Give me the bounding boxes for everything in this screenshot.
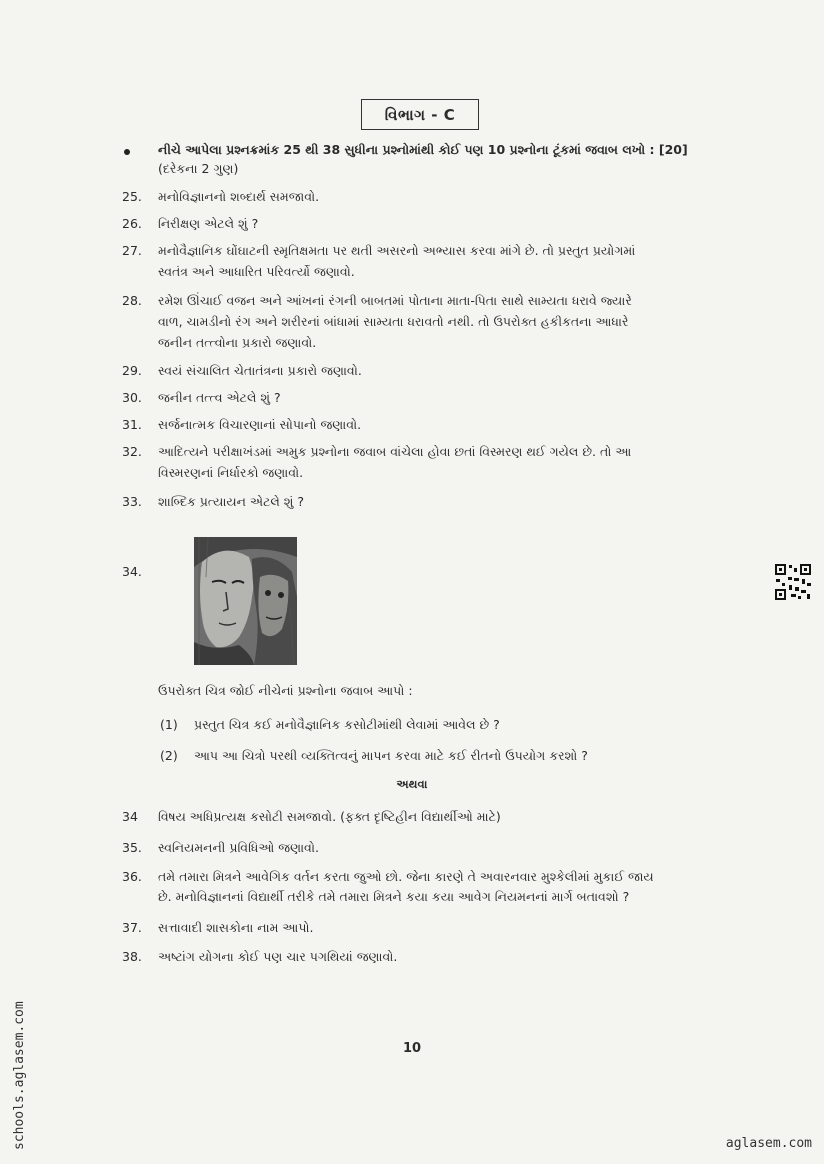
question-number: 32.: [122, 444, 142, 459]
question-text: નિરીક્ષણ એટલે શું ?: [158, 216, 259, 231]
question-text: શાબ્દિક પ્રત્યાયન એટલે શું ?: [158, 494, 305, 509]
sub-question-number: (1): [160, 717, 178, 732]
question-text: અષ્ટાંગ યોગના કોઈ પણ ચાર પગથિયાં જણાવો.: [158, 949, 398, 964]
instruction-line-1: નીચે આપેલા પ્રશ્નક્રમાંક 25 થી 38 સુધીના પ્રશ્નોમાંથી કોઈ પણ 10 પ્રશ્નોના ટૂંકમાં જવાબ લખો : [20]: [158, 142, 688, 157]
question-number: 26.: [122, 216, 142, 231]
or-label: અથવા: [396, 777, 428, 791]
question-number: 35.: [122, 840, 142, 855]
qr-code-icon: [774, 563, 812, 601]
sub-question-text: પ્રસ્તુત ચિત્ર કઈ મનોવૈજ્ઞાનિક કસોટીમાંથી લેવામાં આવેલ છે ?: [194, 717, 500, 732]
question-number: 37.: [122, 920, 142, 935]
question-number: 29.: [122, 363, 142, 378]
question-text: સત્તાવાદી શાસકોના નામ આપો.: [158, 920, 314, 935]
sub-question-number: (2): [160, 748, 178, 763]
question-number: 33.: [122, 494, 142, 509]
question-text: મનોવિજ્ઞાનનો શબ્દાર્થ સમજાવો.: [158, 189, 320, 204]
question-text: સ્વનિયમનની પ્રવિધિઓ જણાવો.: [158, 840, 319, 855]
tat-picture: [194, 537, 297, 665]
question-text: વિસ્મરણનાં નિર્ધારકો જણાવો.: [158, 465, 304, 480]
question-text: વિષય અધિપ્રત્યક્ષ કસોટી સમજાવો. (ફક્ત દૃષ્ટિહીન વિદ્યાર્થીઓ માટે): [158, 809, 501, 824]
question-number: 30.: [122, 390, 142, 405]
bullet-dot-icon: [124, 149, 130, 155]
question-text: જનીન તત્ત્વ એટલે શું ?: [158, 390, 281, 405]
question-number: 36.: [122, 869, 142, 884]
question-number: 34.: [122, 564, 142, 579]
question-number: 34: [122, 809, 138, 824]
corner-watermark: aglasem.com: [725, 1136, 812, 1151]
q34-intro: ઉપરોક્ત ચિત્ર જોઈ નીચેનાં પ્રશ્નોના જવાબ આપો :: [158, 683, 413, 698]
question-text: જનીન તત્ત્વોના પ્રકારો જણાવો.: [158, 335, 317, 350]
instruction-line-2: (દરેકના 2 ગુણ): [158, 161, 239, 176]
question-text: રમેશ ઊંચાઈ વજન અને આંખનાં રંગની બાબતમાં પોતાના માતા-પિતા સાથે સામ્યતા ધરાવે જ્યારે: [158, 293, 632, 308]
question-text: સ્વયં સંચાલિત ચેતાતંત્રના પ્રકારો જણાવો.: [158, 363, 362, 378]
question-number: 28.: [122, 293, 142, 308]
question-text: આદિત્યને પરીક્ષાખંડમાં અમુક પ્રશ્નોના જવાબ વાંચેલા હોવા છતાં વિસ્મરણ થઈ ગયેલ છે. તો આ: [158, 444, 632, 459]
question-number: 25.: [122, 189, 142, 204]
question-text: મનોવૈજ્ઞાનિક ઘોંઘાટની સ્મૃતિક્ષમતા પર થતી અસરનો અભ્યાસ કરવા માંગે છે. તો પ્રસ્તુત પ્રયોગમાં: [158, 243, 636, 258]
page-number: 10: [402, 1041, 422, 1056]
question-text: સ્વતંત્ર અને આધારિત પરિવર્ત્યો જણાવો.: [158, 264, 355, 279]
sub-question-text: આપ આ ચિત્રો પરથી વ્યક્તિત્વનું માપન કરવા માટે કઈ રીતનો ઉપયોગ કરશો ?: [194, 748, 588, 763]
question-text: છે. મનોવિજ્ઞાનનાં વિદ્યાર્થી તરીકે તમે તમારા મિત્રને કયા કયા આવેગ નિયમનનાં માર્ગ બતાવશો ?: [158, 889, 630, 904]
question-text: તમે તમારા મિત્રને આવેગિક વર્તન કરતા જુઓ છો. જેના કારણે તે અવારનવાર મુશ્કેલીમાં મુકાઈ જાય: [158, 869, 654, 884]
question-number: 38.: [122, 949, 142, 964]
question-number: 27.: [122, 243, 142, 258]
question-text: સર્જનાત્મક વિચારણાનાં સોપાનો જણાવો.: [158, 417, 362, 432]
question-text: વાળ, ચામડીનો રંગ અને શરીરનાં બાંધામાં સામ્યતા ધરાવતો નથી. તો ઉપરોક્ત હકીકતના આધારે: [158, 314, 629, 329]
question-number: 31.: [122, 417, 142, 432]
side-watermark: schools.aglasem.com: [12, 1001, 27, 1150]
section-title: વિભાગ - C: [361, 99, 479, 130]
